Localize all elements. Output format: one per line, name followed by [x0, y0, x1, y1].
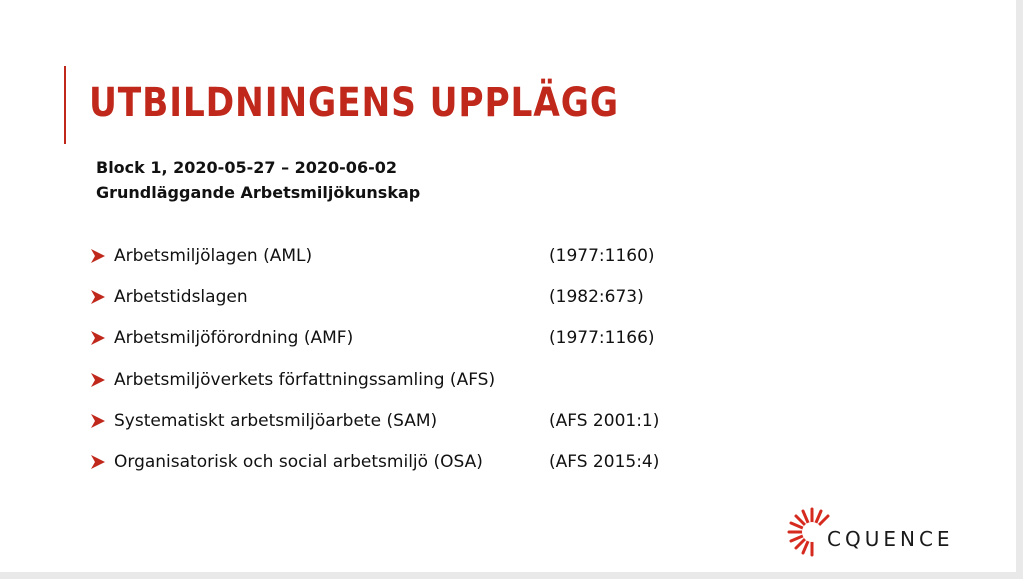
arrow-bullet-icon [90, 248, 106, 264]
arrow-bullet-icon [90, 372, 106, 388]
list-item-reference: (AFS 2001:1) [549, 411, 660, 431]
cquence-logo [785, 505, 965, 565]
list-item-label: Organisatorisk och social arbetsmiljö (OSA) [114, 452, 483, 472]
list-item [90, 244, 710, 272]
list-item [90, 326, 710, 354]
list-item [90, 368, 710, 396]
arrow-bullet-icon [90, 454, 106, 470]
list-item-label: Arbetsmiljöverkets författningssamling (AFS) [114, 370, 496, 390]
list-item [90, 409, 710, 437]
title-accent-bar [64, 66, 66, 144]
list-item-label: Systematiskt arbetsmiljöarbete (SAM) [114, 411, 438, 431]
arrow-bullet-icon [90, 289, 106, 305]
list-item-label: Arbetstidslagen [114, 287, 248, 307]
list-item-reference: (1977:1166) [549, 328, 655, 348]
block-subject: Grundläggande Arbetsmiljökunskap [96, 183, 421, 202]
arrow-bullet-icon [90, 413, 106, 429]
logo-wordmark: CQUENCE [827, 527, 954, 551]
list-item-reference: (AFS 2015:4) [549, 452, 660, 472]
list-item-reference: (1982:673) [549, 287, 644, 307]
list-item-label: Arbetsmiljöförordning (AMF) [114, 328, 354, 348]
list-item-reference: (1977:1160) [549, 246, 655, 266]
block-heading [96, 155, 420, 205]
block-dates: Block 1, 2020-05-27 – 2020-06-02 [96, 158, 397, 177]
slide-title: UTBILDNINGENS UPPLÄGG [89, 80, 619, 126]
arrow-bullet-icon [90, 330, 106, 346]
list-item-label: Arbetsmiljölagen (AML) [114, 246, 313, 266]
list-item [90, 450, 710, 478]
list-item [90, 285, 710, 313]
